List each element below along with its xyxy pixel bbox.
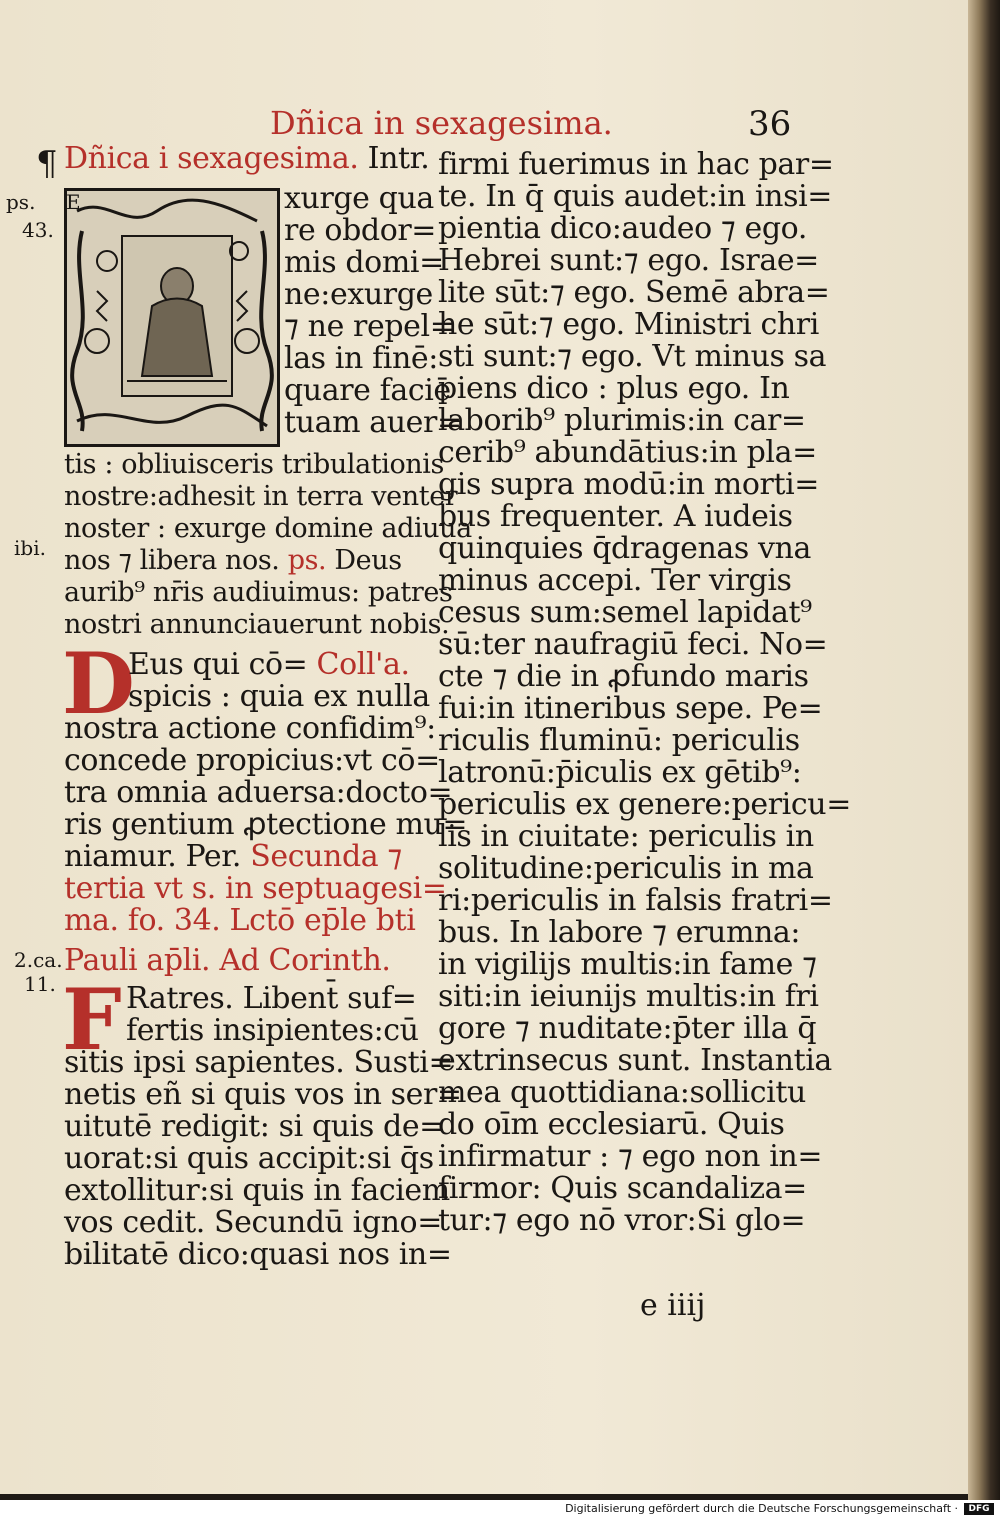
epistle-line-3: sitis ipsi sapientes. Susti= [64,1045,454,1080]
running-title: Dñica in sexagesima. [270,104,613,142]
dfg-logo: DFG [964,1503,994,1515]
collect-label: Coll'a. [307,647,410,682]
right-line-20: latronū:p̄iculis ex gētib⁹: [438,755,802,790]
epistle-line-4: netis eñ si quis vos in ser= [64,1077,462,1112]
psalm-line-3: nostri annunciauerunt nobis. [64,609,450,640]
right-line-14: minus accepi. Ter virgis [438,563,792,598]
epistle-line-8: vos cedit. Secundū igno= [64,1205,442,1240]
margin-ibi: ibi. [14,536,46,560]
right-line-26: in vigilijs multis:in fame ⁊ [438,947,817,982]
right-line-12: bus frequenter. A iudeis [438,499,793,534]
right-line-2: te. In q̄ quis audet:in insi= [438,179,833,214]
book-spine-edge [968,0,1000,1500]
woodcut-letter: E [66,190,81,214]
psalm-marker: ps. [287,545,327,576]
right-line-23: solitudine:periculis in ma [438,851,814,886]
introit-line-6: las in finē: [284,341,438,376]
mass-title [64,142,429,176]
woodcut-initial [64,188,280,447]
right-line-5: lite sūt:⁊ ego. Semē abra= [438,275,830,310]
epistle-line-5: uitutē redigit: si quis de= [64,1109,444,1144]
epistle-line-7: extollitur:si quis in faciem [64,1173,450,1208]
collect-line-4: concede propicius:vt cō= [64,743,440,778]
collect-line-7 [64,840,402,874]
introit-line-9: tis : obliuisceris tribulationis [64,449,444,480]
right-line-19: riculis fluminū: periculis [438,723,800,758]
woodcut-illustration [67,191,277,444]
right-line-21: periculis ex genere:pericu= [438,787,851,822]
collect-line-1-text: Eus qui cō= [128,647,308,682]
footer-credit: Digitalisierung gefördert durch die Deutsche Forschungsgemeinschaft · [565,1502,958,1515]
right-line-29: extrinsecus sunt. Instantia [438,1043,832,1078]
right-line-8: piens dico : plus ego. In [438,371,790,406]
collect-conclusion: niamur. Per. [64,839,242,874]
right-line-11: gis supra modū:in morti= [438,467,820,502]
collect-line-2: spicis : quia ex nulla [128,679,430,714]
right-line-28: gore ⁊ nuditate:p̄ter illa q̄ [438,1011,817,1046]
right-line-1: firmi fuerimus in hac par= [438,147,834,182]
introit-line-7: quare faciē [284,373,451,408]
right-line-17: cte ⁊ die in ꝓfundo maris [438,659,809,694]
right-line-9: laborib⁹ plurimis:in car= [438,403,806,438]
collect-line-6: ris gentium ꝓtectione mu= [64,807,468,842]
right-line-25: bus. In labore ⁊ erumna: [438,915,801,950]
introit-line-4: ne:exurge [284,277,433,312]
introit-line-10: nostre:adhesit in terra venter [64,481,458,512]
right-line-4: Hebrei sunt:⁊ ego. Israe= [438,243,819,278]
right-line-6: he sūt:⁊ ego. Ministri chri [438,307,819,342]
right-line-15: cesus sum:semel lapidat⁹ [438,595,812,630]
pilcrow-mark: ¶ [36,144,58,184]
right-line-34: tur:⁊ ego nō vror:Si glo= [438,1203,806,1238]
right-line-16: sū:ter naufragiū feci. No= [438,627,828,662]
mass-title-red: Dñica i sexagesima. [64,141,359,176]
right-line-33: firmor: Quis scandaliza= [438,1171,807,1206]
secunda-rubric: Secunda ⁊ [241,839,402,874]
psalm-line-text: nos ⁊ libera nos. [64,545,280,576]
right-line-13: quinquies q̄dragenas vna [438,531,811,566]
epistle-line-9: bilitatē dico:quasi nos in= [64,1237,452,1272]
collect-line-3: nostra actione confidim⁹: [64,711,436,746]
rubric-line-1: tertia vt s. in septuagesi= [64,871,447,906]
margin-11: 11. [24,972,56,996]
epistle-line-6: uorat:si quis accipit:si q̄s [64,1141,434,1176]
collect-initial: D [62,634,135,733]
introit-line-2: re obdor= [284,213,437,248]
collect-line-1 [128,648,410,682]
mass-title-introit: Intr. [358,141,430,176]
introit-line-8: tuam auer= [284,405,462,440]
introit-line-5: ⁊ ne repel= [284,309,455,344]
right-line-7: sti sunt:⁊ ego. Vt minus sa [438,339,827,374]
psalm-line-2: aurib⁹ nr̄is audiuimus: patres [64,577,453,608]
right-line-31: do oīm ecclesiarū. Quis [438,1107,785,1142]
introit-line-11: noster : exurge domine adiuua [64,513,472,544]
margin-43: 43. [22,218,54,242]
rubric-line-2: ma. fo. 34. Lctō ep̄le bti [64,903,416,938]
signature-mark: e iiij [640,1288,706,1323]
right-line-18: fui:in itineribus sepe. Pe= [438,691,823,726]
right-line-10: cerib⁹ abundātius:in pla= [438,435,817,470]
right-line-24: ri:periculis in falsis fratri= [438,883,833,918]
right-line-3: pientia dico:audeo ⁊ ego. [438,211,807,246]
introit-line-3: mis domi= [284,245,444,280]
right-line-27: siti:in ieiunijs multis:in fri [438,979,819,1014]
right-line-30: mea quottidiana:sollicitu [438,1075,806,1110]
rubric-line-3: Pauli ap̄li. Ad Corinth. [64,943,391,978]
margin-ps: ps. [6,190,36,214]
psalm-line [64,544,402,578]
collect-line-5: tra omnia aduersa:docto= [64,775,453,810]
scan-footer [0,1500,1000,1518]
epistle-line-2: fertis insipientes:cū [126,1013,419,1048]
epistle-line-1: Ratres. Libent̄ suf= [126,981,417,1016]
right-line-32: infirmatur : ⁊ ego non in= [438,1139,823,1174]
epistle-initial: F [62,970,122,1069]
margin-ca: 2.ca. [14,948,63,972]
right-line-22: lis in ciuitate: periculis in [438,819,814,854]
introit-line-1: xurge qua [284,181,434,216]
folio-number: 36 [748,104,792,144]
psalm-incipit: Deus [326,545,402,576]
